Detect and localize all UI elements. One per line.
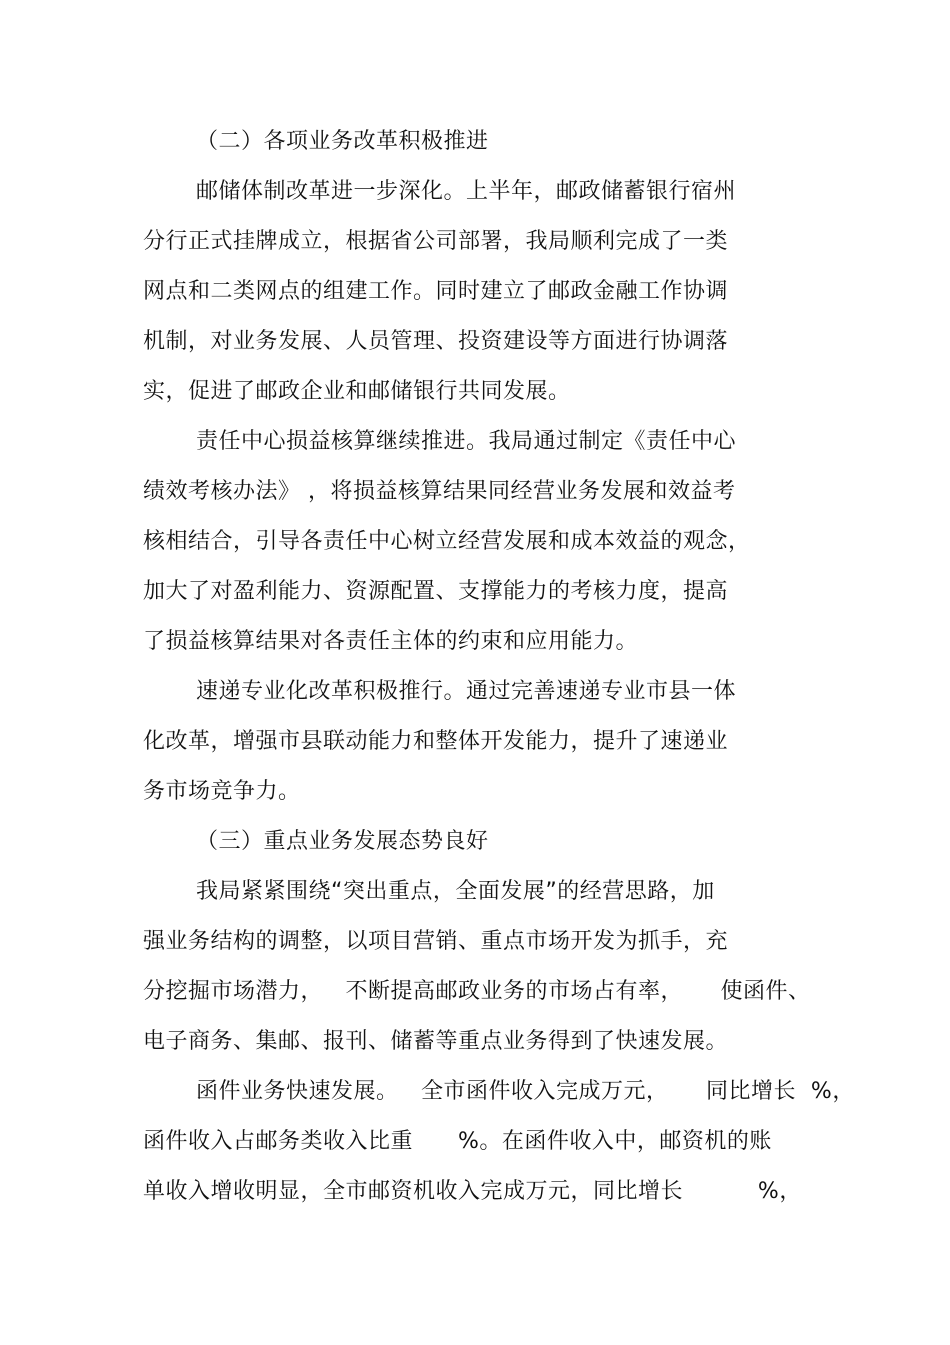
- paragraph-line: 责任中心损益核算继续推进。我局通过制定《责任中心: [196, 429, 737, 454]
- paragraph-line: 函件收入占邮务类收入比重 %。在函件收入中，邮资机的账: [143, 1129, 772, 1154]
- paragraph-line: 实，促进了邮政企业和邮储银行共同发展。: [143, 379, 571, 404]
- paragraph-line: 电子商务、集邮、报刊、储蓄等重点业务得到了快速发展。: [143, 1029, 729, 1054]
- paragraph-line: 绩效考核办法》 ，将损益核算结果同经营业务发展和效益考: [143, 479, 736, 504]
- paragraph-line: 加大了对盈利能力、资源配置、支撑能力的考核力度，提高: [143, 579, 729, 604]
- paragraph-line: 分行正式挂牌成立，根据省公司部署，我局顺利完成了一类: [143, 229, 729, 254]
- paragraph-line: 单收入增收明显，全市邮资机收入完成万元，同比增长 %，: [143, 1179, 802, 1204]
- paragraph-line: 我局紧紧围绕“突出重点，全面发展”的经营思路，加: [196, 879, 715, 904]
- paragraph-line: 函件业务快速发展。 全市函件收入完成万元， 同比增长 %，: [196, 1079, 855, 1104]
- section-heading-3: （三）重点业务发展态势良好: [196, 829, 489, 854]
- paragraph-line: 化改革，增强市县联动能力和整体开发能力，提升了速递业: [143, 729, 729, 754]
- paragraph-line: 了损益核算结果对各责任主体的约束和应用能力。: [143, 629, 639, 654]
- paragraph-line: 强业务结构的调整，以项目营销、重点市场开发为抓手，充: [143, 929, 729, 954]
- paragraph-line: 核相结合，引导各责任中心树立经营发展和成本效益的观念，: [143, 529, 751, 554]
- paragraph-line: 邮储体制改革进一步深化。上半年，邮政储蓄银行宿州: [196, 179, 737, 204]
- section-heading-2: （二）各项业务改革积极推进: [196, 129, 489, 154]
- paragraph-line: 分挖掘市场潜力， 不断提高邮政业务的市场占有率， 使函件、: [143, 979, 811, 1004]
- paragraph-line: 网点和二类网点的组建工作。同时建立了邮政金融工作协调: [143, 279, 729, 304]
- paragraph-line: 务市场竞争力。: [143, 779, 301, 804]
- paragraph-line: 速递专业化改革积极推行。通过完善速递专业市县一体: [196, 679, 737, 704]
- paragraph-line: 机制，对业务发展、人员管理、投资建设等方面进行协调落: [143, 329, 729, 354]
